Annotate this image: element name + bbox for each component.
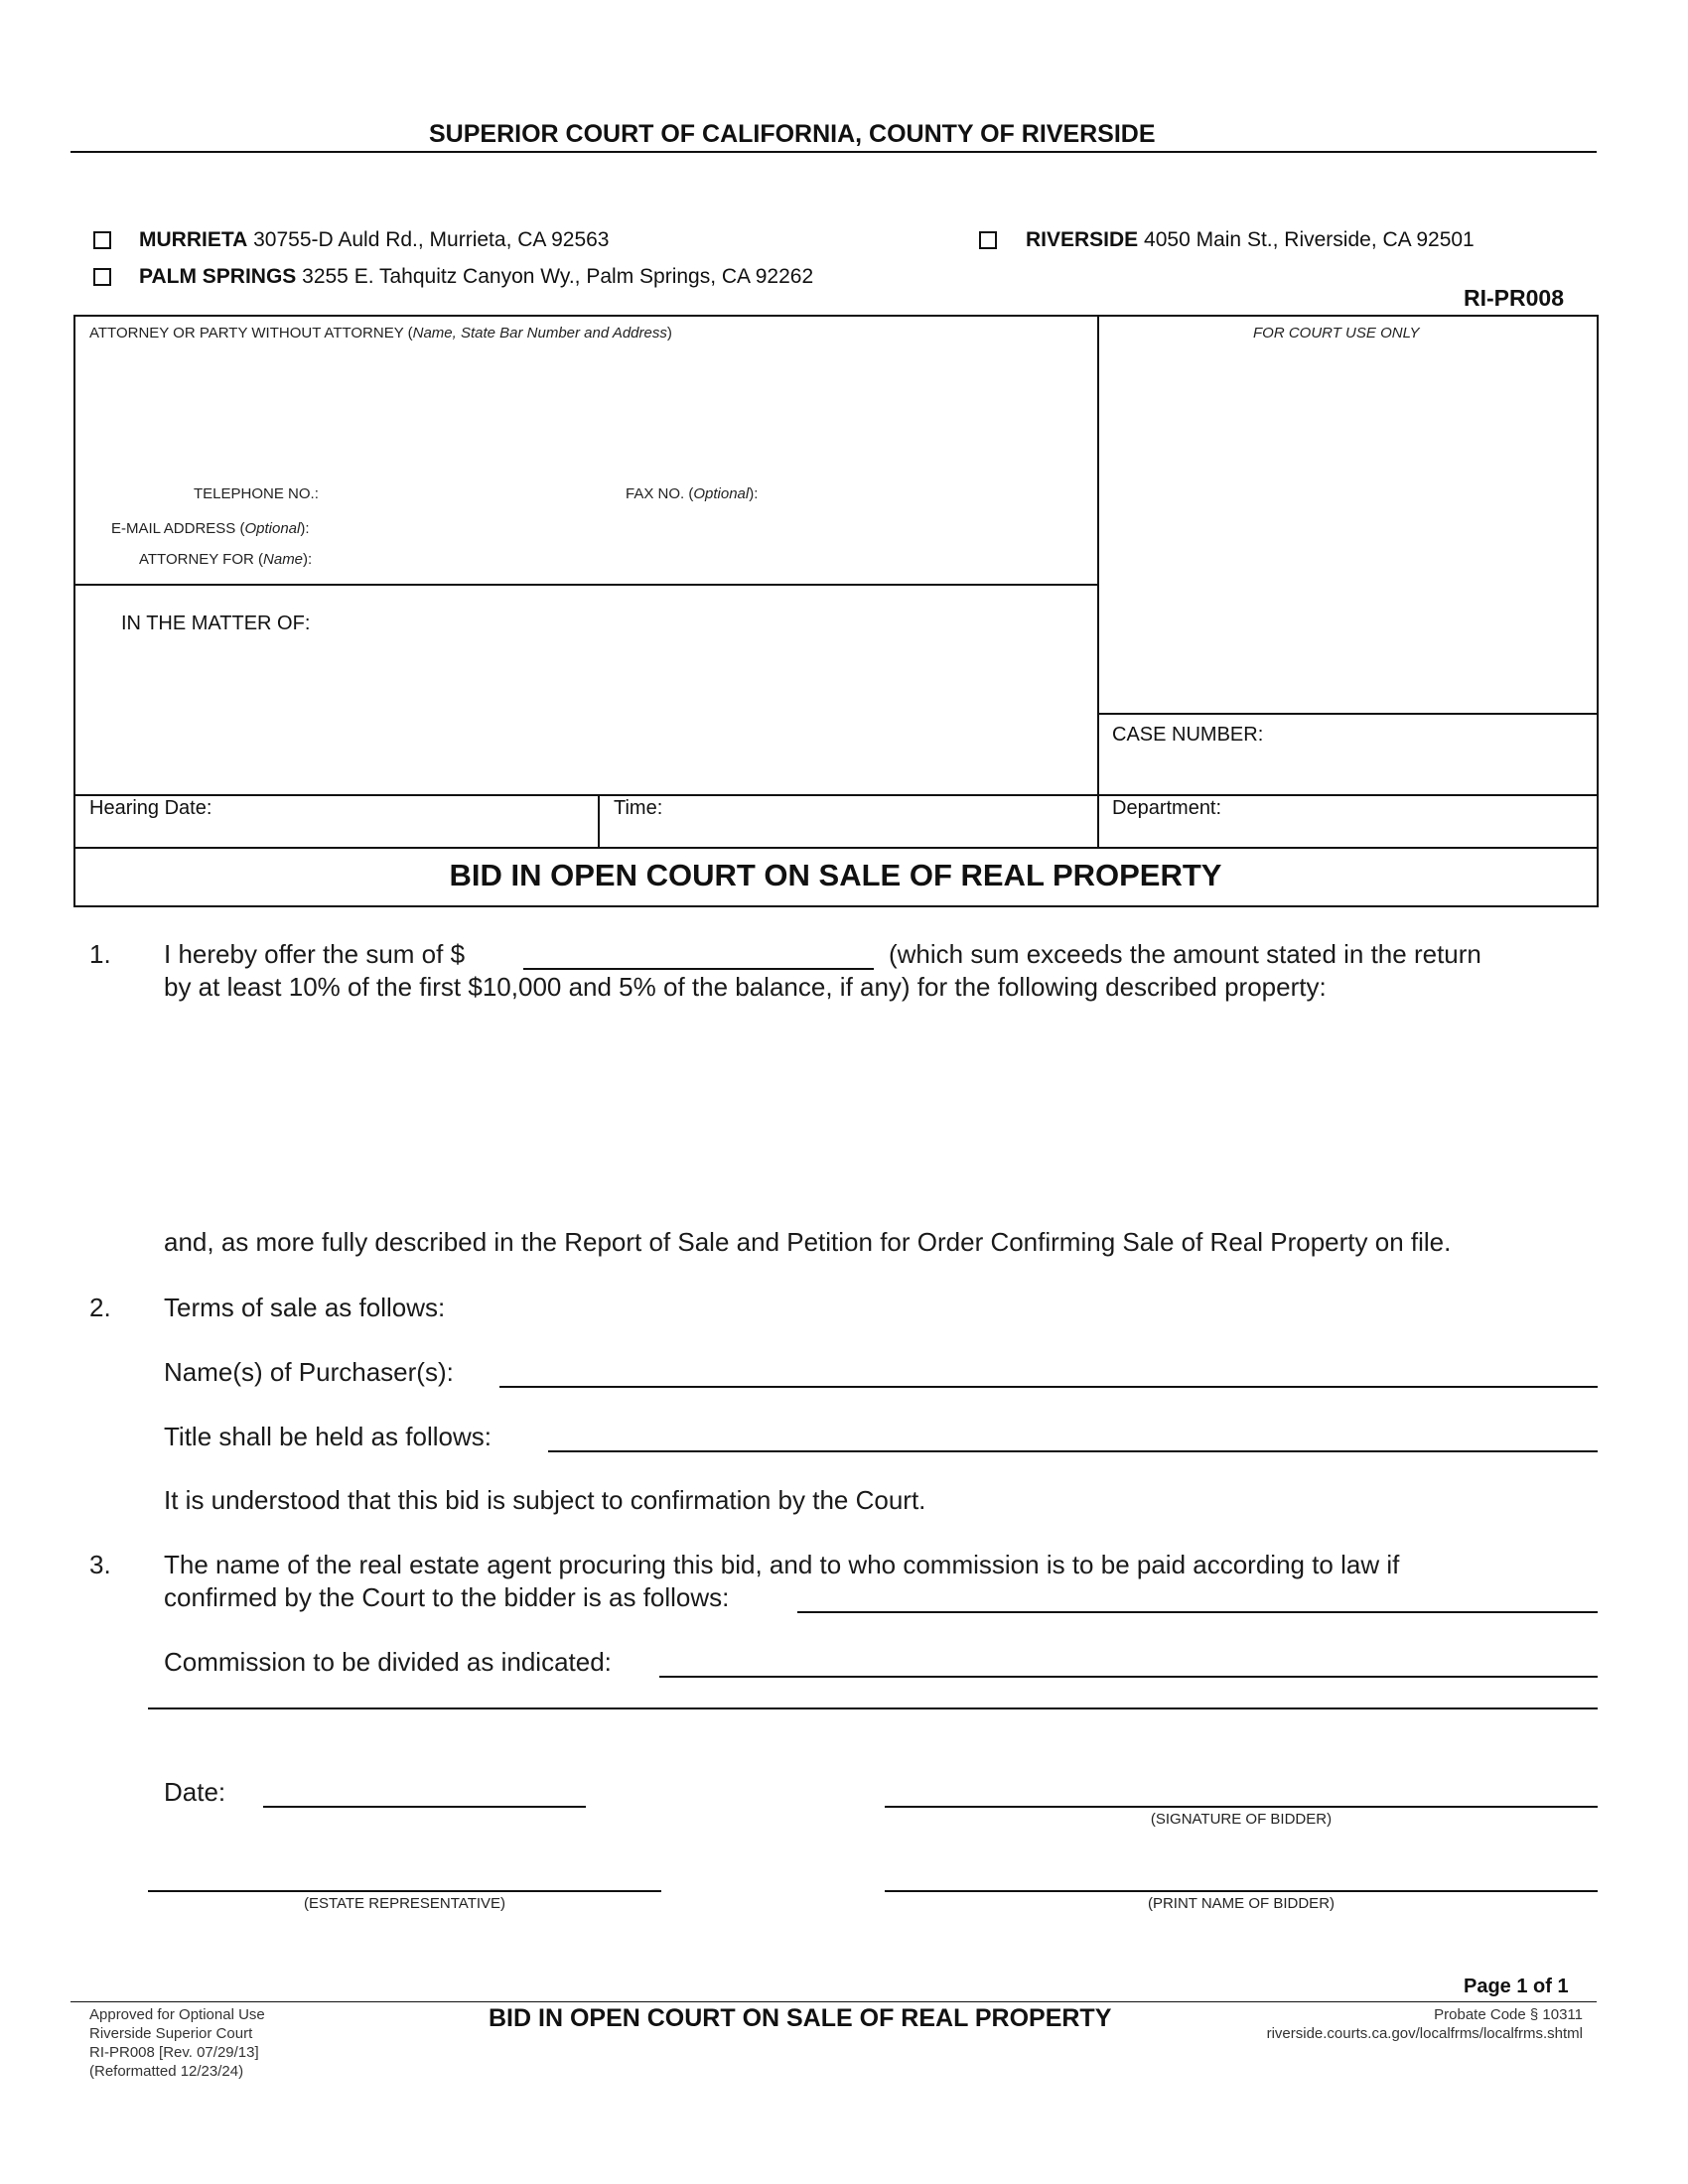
item1-offer-text-cont: (which sum exceeds the amount stated in the return bbox=[889, 939, 1481, 969]
approved-block bbox=[89, 2005, 265, 2081]
hearing-date-label: Hearing Date: bbox=[89, 797, 212, 819]
confirmation-text: It is understood that this bid is subject to confirmation by the Court. bbox=[164, 1485, 926, 1515]
footer-rule bbox=[70, 2001, 1597, 2002]
page-number: Page 1 of 1 bbox=[1464, 1976, 1569, 1997]
murrieta-checkbox[interactable] bbox=[93, 231, 111, 249]
murrieta-address bbox=[139, 228, 609, 252]
commission-line-2[interactable] bbox=[148, 1707, 1598, 1709]
bidder-print-name-line[interactable] bbox=[885, 1890, 1598, 1892]
item3-line1: The name of the real estate agent procuring this bid, and to who commission is to be paid according to law if bbox=[164, 1550, 1400, 1579]
item2-intro: Terms of sale as follows: bbox=[164, 1293, 446, 1322]
item1-number: 1. bbox=[89, 939, 111, 969]
offer-amount-line[interactable] bbox=[523, 968, 874, 970]
item3-line2: confirmed by the Court to the bidder is as follows: bbox=[164, 1582, 730, 1612]
purchasers-line[interactable] bbox=[499, 1386, 1598, 1388]
approved-line-3: RI-PR008 [Rev. 07/29/13] bbox=[89, 2044, 259, 2061]
court-use-label: FOR COURT USE ONLY bbox=[1253, 325, 1420, 341]
print-name-of-bidder-caption: (PRINT NAME OF BIDDER) bbox=[1147, 1895, 1336, 1912]
attorney-label: ATTORNEY OR PARTY WITHOUT ATTORNEY (Name, State Bar Number and Address) bbox=[89, 325, 672, 341]
fax-label: FAX NO. (Optional): bbox=[626, 485, 759, 502]
estate-representative-caption: (ESTATE REPRESENTATIVE) bbox=[303, 1895, 506, 1912]
approved-line-1: Approved for Optional Use bbox=[89, 2006, 265, 2023]
department-label: Department: bbox=[1112, 797, 1222, 819]
time-label: Time: bbox=[614, 797, 663, 819]
item2-number: 2. bbox=[89, 1293, 111, 1322]
forms-url[interactable]: riverside.courts.ca.gov/localfrms/localfrms.shtml bbox=[1266, 2025, 1583, 2042]
item1-described-text: and, as more fully described in the Report of Sale and Petition for Order Confirming Sale of Real Property on file. bbox=[164, 1227, 1452, 1257]
footer-code-block bbox=[1182, 2005, 1583, 2043]
matter-of-label: IN THE MATTER OF: bbox=[121, 613, 311, 634]
header-rule bbox=[70, 151, 1597, 153]
date-line[interactable] bbox=[263, 1806, 586, 1808]
riverside-name: RIVERSIDE bbox=[1026, 228, 1139, 251]
item3-number: 3. bbox=[89, 1550, 111, 1579]
estate-representative-line[interactable] bbox=[148, 1890, 661, 1892]
title-held-line[interactable] bbox=[548, 1450, 1598, 1452]
commission-label: Commission to be divided as indicated: bbox=[164, 1647, 612, 1677]
palm-springs-name: PALM SPRINGS bbox=[139, 265, 297, 288]
court-title: SUPERIOR COURT OF CALIFORNIA, COUNTY OF RIVERSIDE bbox=[429, 120, 1156, 148]
approved-line-2: Riverside Superior Court bbox=[89, 2025, 253, 2042]
signature-of-bidder-caption: (SIGNATURE OF BIDDER) bbox=[1150, 1811, 1333, 1828]
footer-title: BID IN OPEN COURT ON SALE OF REAL PROPERTY bbox=[489, 2004, 1112, 2032]
approved-line-4: (Reformatted 12/23/24) bbox=[89, 2063, 244, 2080]
email-label: E-MAIL ADDRESS (Optional): bbox=[111, 520, 310, 537]
item1-offer-text: I hereby offer the sum of $ bbox=[164, 939, 466, 969]
palm-springs-street: 3255 E. Tahquitz Canyon Wy., Palm Springs, CA 92262 bbox=[302, 265, 814, 288]
form-title: BID IN OPEN COURT ON SALE OF REAL PROPERTY bbox=[449, 858, 1222, 892]
form-number: RI-PR008 bbox=[1464, 285, 1564, 311]
riverside-address bbox=[1026, 228, 1475, 252]
commission-line[interactable] bbox=[659, 1676, 1598, 1678]
case-number-label: CASE NUMBER: bbox=[1112, 724, 1264, 746]
palm-springs-address bbox=[139, 265, 813, 289]
item1-offer-line2: by at least 10% of the first $10,000 and 5% of the balance, if any) for the following described property: bbox=[164, 972, 1327, 1002]
riverside-checkbox[interactable] bbox=[979, 231, 997, 249]
palm-springs-checkbox[interactable] bbox=[93, 268, 111, 286]
telephone-label: TELEPHONE NO.: bbox=[194, 485, 319, 502]
agent-name-line[interactable] bbox=[797, 1611, 1598, 1613]
purchasers-label: Name(s) of Purchaser(s): bbox=[164, 1357, 454, 1387]
date-label: Date: bbox=[164, 1777, 226, 1807]
murrieta-name: MURRIETA bbox=[139, 228, 248, 251]
title-held-label: Title shall be held as follows: bbox=[164, 1422, 492, 1451]
probate-code: Probate Code § 10311 bbox=[1434, 2006, 1583, 2023]
bidder-signature-line[interactable] bbox=[885, 1806, 1598, 1808]
riverside-street: 4050 Main St., Riverside, CA 92501 bbox=[1144, 228, 1475, 251]
murrieta-street: 30755-D Auld Rd., Murrieta, CA 92563 bbox=[253, 228, 610, 251]
attorney-for-label: ATTORNEY FOR (Name): bbox=[139, 551, 313, 568]
